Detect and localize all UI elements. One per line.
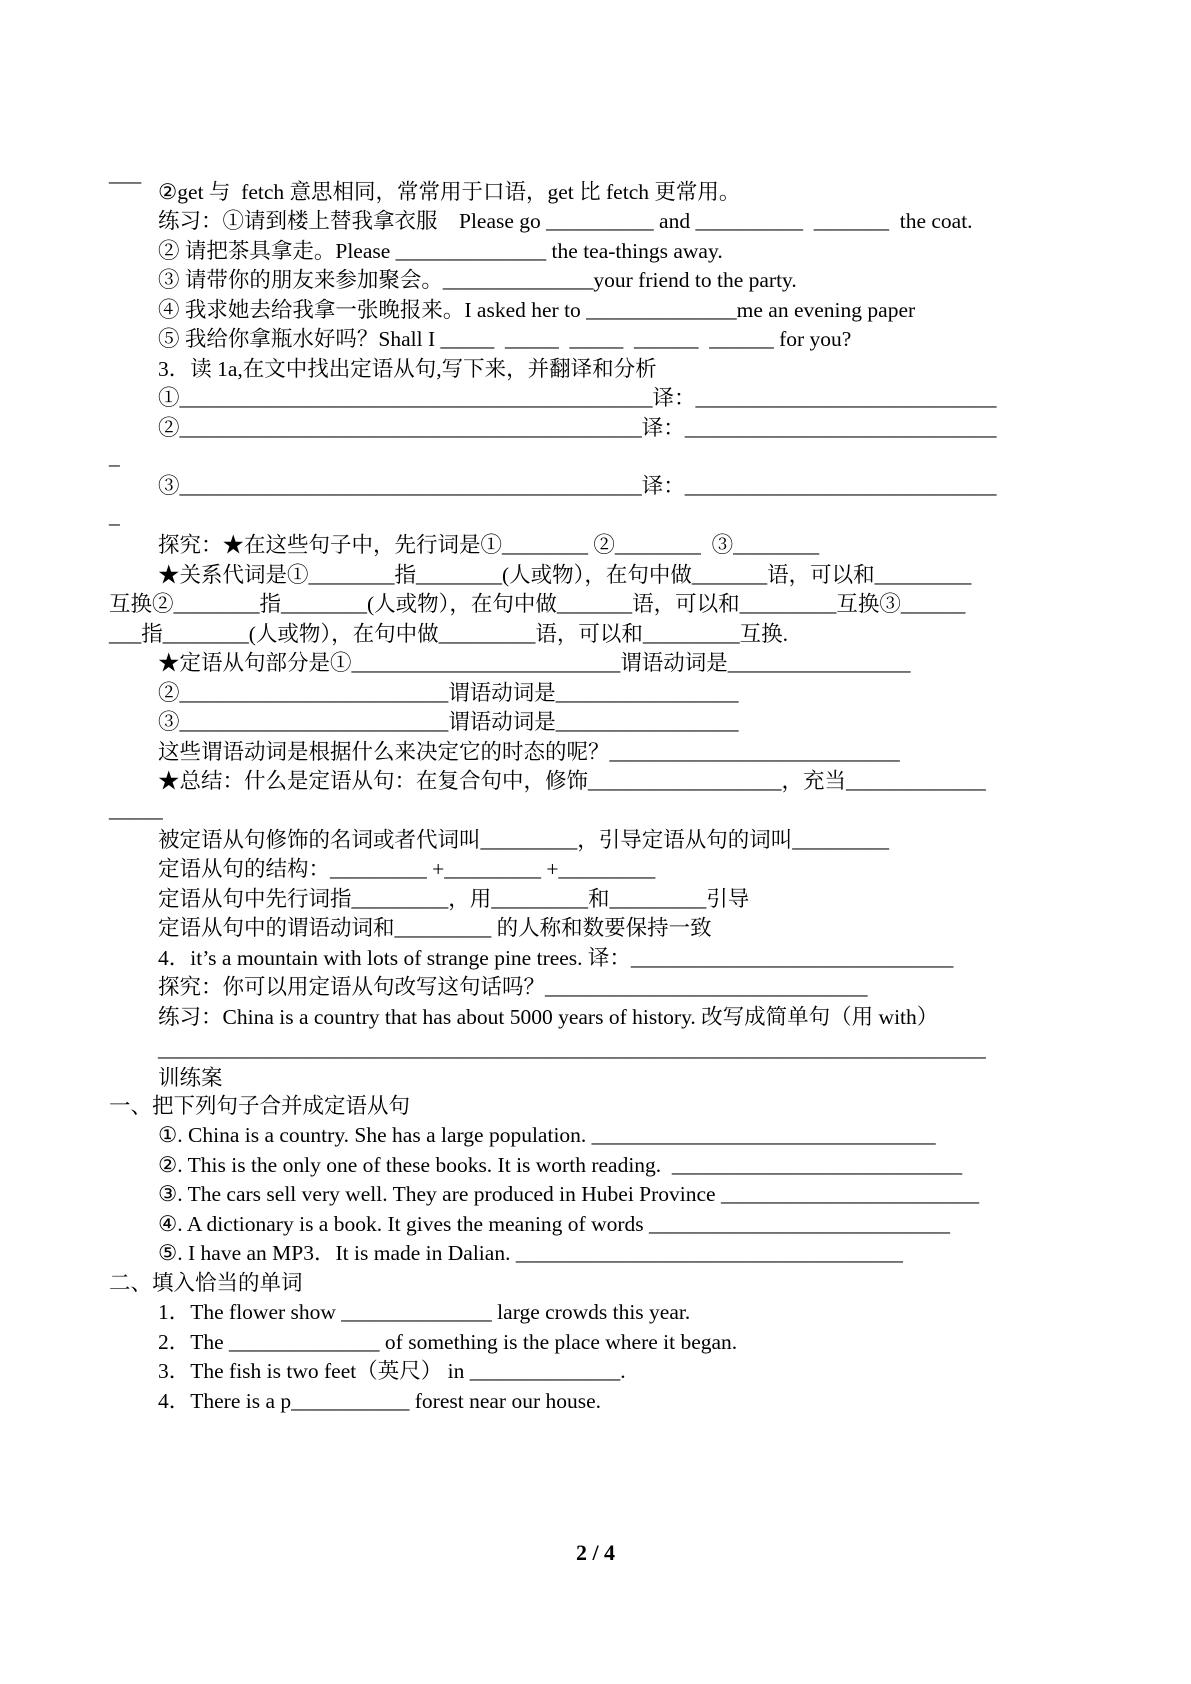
text-line: ①____________________________________________译：____________________________ (158, 386, 997, 410)
exercise-item: ⑤. I have an MP3．It is made in Dalian. ____________________________________ (158, 1241, 903, 1265)
text-line: ⑤ 我给你拿瓶水好吗？Shall I _____ _____ _____ ______ ______ for you? (158, 327, 852, 351)
exercise-item: 3．The fish is two feet（英尺） in ______________. (158, 1359, 626, 1383)
text-line: ___指________(人或物），在句中做_________语，可以和_________互换. (109, 622, 789, 646)
exercise-item: 2．The ______________ of something is the place where it began. (158, 1330, 738, 1354)
text-line: ③ 请带你的朋友来参加聚会。______________your friend to the party. (158, 268, 797, 292)
exercise-item: ②. This is the only one of these books. It is worth reading. ___________________________ (158, 1153, 963, 1177)
text-line: 探究：★在这些句子中，先行词是①________ ②________ ③________ (158, 533, 820, 557)
section-heading: 3．读 1a,在文中找出定语从句,写下来，并翻译和分析 (158, 357, 657, 381)
exercise-item: ④. A dictionary is a book. It gives the meaning of words ____________________________ (158, 1212, 951, 1236)
text-line: 练习：①请到楼上替我拿衣服 Please go __________ and __________ _______ the coat. (158, 209, 973, 233)
text-line: _ (109, 445, 120, 469)
text-line: ★总结：什么是定语从句：在复合句中，修饰__________________，充当_____________ (158, 769, 986, 793)
text-line: 互换②________指________(人或物），在句中做_______语，可以和_________互换③______ (109, 592, 966, 616)
text-line: ④ 我求她去给我拿一张晚报来。I asked her to ______________me an evening paper (158, 298, 916, 322)
text-line: ②___________________________________________译：_____________________________ (158, 416, 997, 440)
text-line: 练习：China is a country that has about 5000 years of history. 改写成简单句（用 with） (158, 1005, 939, 1029)
page-number: 2 / 4 (575, 1540, 616, 1565)
exercise-item: ③. The cars sell very well. They are produced in Hubei Province ________________________ (158, 1182, 979, 1206)
text-line: _____ (109, 798, 163, 822)
text-line: 定语从句的结构：_________ +_________ +_________ (158, 857, 656, 881)
text-line: _ (109, 504, 120, 528)
section-heading: 二、填入恰当的单词 (109, 1271, 303, 1295)
text-line: 定语从句中的谓语动词和_________ 的人称和数要保持一致 (158, 916, 712, 940)
text-line: ___ (109, 162, 142, 186)
exercise-item: 1．The flower show ______________ large crowds this year. (158, 1300, 691, 1324)
text-line: ③_________________________谓语动词是_________________ (158, 710, 739, 734)
exercise-item: ①. China is a country. She has a large population. ________________________________ (158, 1123, 936, 1147)
text-line: ② 请把茶具拿走。Please ______________ the tea-things away. (158, 239, 723, 263)
text-line: ②_________________________谓语动词是_________________ (158, 681, 739, 705)
section-heading: 4．it’s a mountain with lots of strange pine trees. 译：______________________________ (158, 946, 954, 970)
text-line: 探究：你可以用定语从句改写这句话吗？______________________________ (158, 975, 868, 999)
text-line: 被定语从句修饰的名词或者代词叫_________，引导定语从句的词叫_________ (158, 828, 890, 852)
text-line: ③___________________________________________译：_____________________________ (158, 474, 997, 498)
exercise-item: 4．There is a p___________ forest near our house. (158, 1389, 602, 1413)
text-line: ②get 与 fetch 意思相同，常常用于口语，get 比 fetch 更常用。 (158, 180, 741, 204)
text-line: ★关系代词是①________指________(人或物），在句中做_______语，可以和_________ (158, 563, 972, 587)
text-line: ★定语从句部分是①_________________________谓语动词是_________________ (158, 651, 911, 675)
section-heading: 一、把下列句子合并成定语从句 (109, 1094, 411, 1118)
text-line: 这些谓语动词是根据什么来决定它的时态的呢？___________________________ (158, 740, 900, 764)
answer-line: _____________________________________________________________________________ (158, 1037, 986, 1061)
section-title: 训练案 (158, 1066, 223, 1090)
text-line: 定语从句中先行词指_________，用_________和_________引导 (158, 887, 750, 911)
